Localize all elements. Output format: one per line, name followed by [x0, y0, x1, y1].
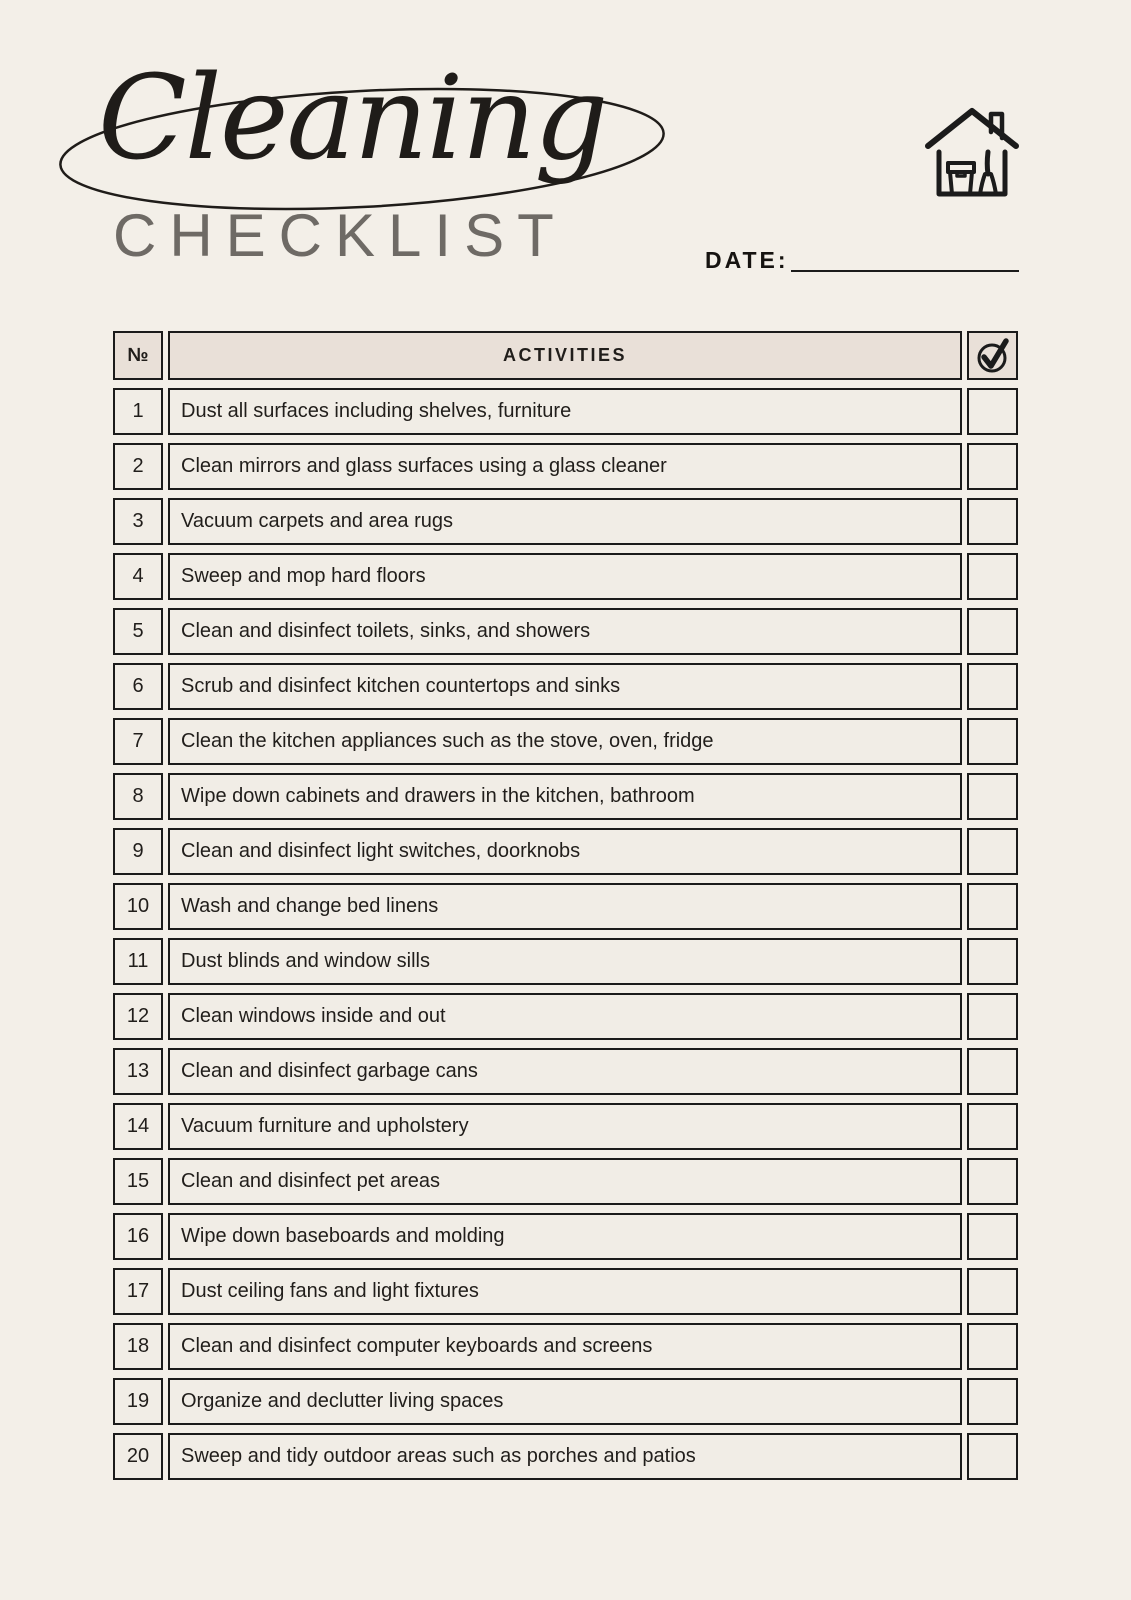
row-activity-cell: [168, 718, 962, 765]
row-activity-cell: [168, 1268, 962, 1315]
row-checkbox[interactable]: [967, 883, 1018, 930]
row-checkbox[interactable]: [967, 443, 1018, 490]
row-activity: Dust blinds and window sills: [181, 950, 431, 972]
row-checkbox[interactable]: [967, 1158, 1018, 1205]
row-checkbox[interactable]: [967, 993, 1018, 1040]
table-row: [113, 773, 1018, 820]
table-row: [113, 1048, 1018, 1095]
row-activity: Clean and disinfect light switches, doorknobs: [181, 840, 581, 862]
row-number: 7: [132, 730, 144, 752]
row-checkbox[interactable]: [967, 1213, 1018, 1260]
row-activity-cell: [168, 883, 962, 930]
row-checkbox[interactable]: [967, 828, 1018, 875]
row-number-cell: [113, 1103, 163, 1150]
row-activity-cell: [168, 773, 962, 820]
checklist-table: [113, 331, 1018, 1480]
table-row: [113, 993, 1018, 1040]
table-row: [113, 388, 1018, 435]
row-number-cell: [113, 718, 163, 765]
row-activity: Clean and disinfect toilets, sinks, and showers: [181, 620, 591, 642]
row-number: 10: [126, 895, 150, 917]
row-activity-cell: [168, 1103, 962, 1150]
row-checkbox[interactable]: [967, 1048, 1018, 1095]
table-row: [113, 608, 1018, 655]
page-header: [0, 0, 1131, 330]
row-activity: Wipe down cabinets and drawers in the kitchen, bathroom: [181, 785, 695, 807]
row-number: 2: [132, 455, 144, 477]
row-activity-cell: [168, 1433, 962, 1480]
table-row: [113, 1213, 1018, 1260]
house-cleaning-icon: [920, 102, 1024, 202]
row-number-cell: [113, 1323, 163, 1370]
row-checkbox[interactable]: [967, 1323, 1018, 1370]
row-checkbox[interactable]: [967, 1103, 1018, 1150]
table-row: [113, 663, 1018, 710]
row-number: 12: [126, 1005, 150, 1027]
row-number: 16: [126, 1225, 150, 1247]
table-row: [113, 498, 1018, 545]
date-label: DATE:: [705, 247, 789, 273]
row-activity-cell: [168, 1158, 962, 1205]
row-checkbox[interactable]: [967, 1378, 1018, 1425]
table-row: [113, 718, 1018, 765]
table-body: [113, 388, 1018, 1480]
row-activity: Clean windows inside and out: [181, 1005, 446, 1027]
row-activity: Vacuum carpets and area rugs: [181, 510, 454, 532]
row-number-cell: [113, 1213, 163, 1260]
row-number-cell: [113, 553, 163, 600]
table-row: [113, 443, 1018, 490]
table-row: [113, 1323, 1018, 1370]
row-activity: Dust ceiling fans and light fixtures: [181, 1280, 479, 1302]
row-activity-cell: [168, 828, 962, 875]
table-row: [113, 1378, 1018, 1425]
row-activity-cell: [168, 993, 962, 1040]
row-number: 9: [132, 840, 144, 862]
done-column-header: [967, 331, 1018, 380]
number-column-header: [113, 331, 163, 380]
page-title-script: Cleaning: [98, 51, 607, 186]
row-number: 13: [126, 1060, 150, 1082]
row-checkbox[interactable]: [967, 938, 1018, 985]
row-number-cell: [113, 938, 163, 985]
row-activity-cell: [168, 608, 962, 655]
row-checkbox[interactable]: [967, 663, 1018, 710]
activities-header-label: ACTIVITIES: [502, 345, 627, 365]
row-checkbox[interactable]: [967, 498, 1018, 545]
row-activity-cell: [168, 498, 962, 545]
row-activity: Clean and disinfect pet areas: [181, 1170, 441, 1192]
row-number: 5: [132, 620, 144, 642]
table-row: [113, 828, 1018, 875]
row-number: 15: [126, 1170, 150, 1192]
row-activity: Clean the kitchen appliances such as the stove, oven, fridge: [181, 730, 714, 752]
row-number: 18: [126, 1335, 150, 1357]
row-number: 11: [127, 950, 149, 972]
table-row: [113, 883, 1018, 930]
row-number-cell: [113, 773, 163, 820]
row-checkbox[interactable]: [967, 773, 1018, 820]
row-activity-cell: [168, 938, 962, 985]
page-title-caps: CHECKLIST: [113, 202, 567, 269]
row-number-cell: [113, 388, 163, 435]
number-header-label: №: [127, 344, 149, 366]
table-row: [113, 938, 1018, 985]
activities-column-header: [168, 331, 962, 380]
table-header-row: [113, 331, 1018, 380]
row-activity: Sweep and tidy outdoor areas such as porches and patios: [181, 1445, 696, 1467]
row-number: 14: [126, 1115, 150, 1137]
row-checkbox[interactable]: [967, 553, 1018, 600]
row-activity: Vacuum furniture and upholstery: [181, 1115, 469, 1137]
row-number-cell: [113, 1158, 163, 1205]
row-checkbox[interactable]: [967, 608, 1018, 655]
row-activity-cell: [168, 443, 962, 490]
row-number-cell: [113, 1268, 163, 1315]
row-number-cell: [113, 828, 163, 875]
date-fill-in-line[interactable]: [791, 270, 1019, 272]
row-activity-cell: [168, 553, 962, 600]
row-activity-cell: [168, 1323, 962, 1370]
row-activity-cell: [168, 1213, 962, 1260]
row-activity-cell: [168, 663, 962, 710]
row-activity-cell: [168, 1378, 962, 1425]
row-checkbox[interactable]: [967, 1433, 1018, 1480]
row-number-cell: [113, 608, 163, 655]
row-activity: Organize and declutter living spaces: [181, 1390, 504, 1412]
row-number: 6: [132, 675, 144, 697]
row-activity: Sweep and mop hard floors: [181, 565, 426, 587]
row-number: 8: [132, 785, 144, 807]
table-row: [113, 1268, 1018, 1315]
circled-checkmark-icon: [973, 336, 1013, 376]
row-activity: Clean and disinfect computer keyboards and screens: [181, 1335, 653, 1357]
table-row: [113, 1433, 1018, 1480]
row-activity: Wash and change bed linens: [181, 895, 439, 917]
row-number-cell: [113, 993, 163, 1040]
table-row: [113, 1103, 1018, 1150]
row-activity: Clean mirrors and glass surfaces using a glass cleaner: [181, 455, 667, 477]
row-number-cell: [113, 443, 163, 490]
table-row: [113, 1158, 1018, 1205]
row-number-cell: [113, 883, 163, 930]
row-activity: Scrub and disinfect kitchen countertops and sinks: [181, 675, 621, 697]
row-number: 17: [126, 1280, 150, 1302]
row-number-cell: [113, 1048, 163, 1095]
row-number: 1: [132, 400, 144, 422]
row-number: 4: [132, 565, 144, 587]
row-activity: Clean and disinfect garbage cans: [181, 1060, 478, 1082]
row-activity: Dust all surfaces including shelves, furniture: [181, 400, 572, 422]
row-number-cell: [113, 1378, 163, 1425]
row-activity: Wipe down baseboards and molding: [181, 1225, 505, 1247]
date-row: [705, 245, 1020, 279]
row-number-cell: [113, 663, 163, 710]
row-checkbox[interactable]: [967, 1268, 1018, 1315]
row-number: 3: [132, 510, 144, 532]
row-checkbox[interactable]: [967, 388, 1018, 435]
row-activity-cell: [168, 1048, 962, 1095]
row-number: 19: [126, 1390, 150, 1412]
row-number-cell: [113, 498, 163, 545]
row-number-cell: [113, 1433, 163, 1480]
row-activity-cell: [168, 388, 962, 435]
table-row: [113, 553, 1018, 600]
row-checkbox[interactable]: [967, 718, 1018, 765]
row-number: 20: [126, 1445, 150, 1467]
